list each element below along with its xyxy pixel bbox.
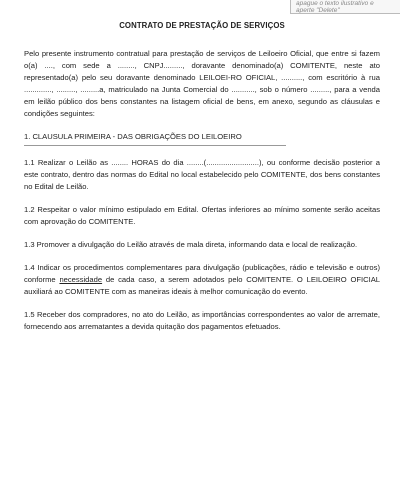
clause-1-2: 1.2 Respeitar o valor mínimo estipulado em Edital. Ofertas inferiores ao mínimo somente serão aceitas com aprovação do COMITENTE. — [24, 205, 380, 226]
intro-paragraph: Pelo presente instrumento contratual para prestação de serviços de Leiloeiro Oficial, que entre si fazem o(a) ...., com sede a ........, CNPJ........., doravante denominado(a) COMITENTE, neste ato representado(a) pelo seu doravante denominado LEILOEI-RO OFICIAL, .........., com escritório à rua ............., ........., .........a, matriculado na Junta Comercial do ..........., sob o número ........., para a venda em leilão público dos bens constantes na listagem oficial de bens, em anexo, segundo as cláusulas e condições seguintes: — [24, 49, 380, 118]
clause-1-5: 1.5 Receber dos compradores, no ato do Leilão, as importâncias correspondentes ao valor de arremate, fornecendo aos arrematantes a devida quitação dos pagamentos efetuados. — [24, 310, 380, 331]
contract-document — [24, 20, 380, 344]
clause-1-1: 1.1 Realizar o Leilão as ........ HORAS do dia ........(.........................), ou conforme decisão posterior a este contrato, dentro das normas do Edital no local estabelecido pelo COMITENTE, dos bens constantes no Edital de Leilão. — [24, 158, 380, 191]
section-heading-clause-1: 1. CLAUSULA PRIMEIRA - DAS OBRIGAÇÕES DO LEILOEIRO — [24, 131, 286, 146]
clause-1-4-underlined-word: necessidade — [59, 275, 103, 284]
contract-title: CONTRATO DE PRESTAÇÃO DE SERVIÇOS — [119, 21, 285, 30]
instruction-note — [290, 0, 400, 14]
clause-1-4-text-a: 1.4 Indicar os procedimentos complementares para divulgação (publicações, rádio e televisão e outros) conforme — [24, 263, 380, 284]
instruction-note-line2: aperte "Delete" — [296, 7, 340, 14]
clause-1-4 — [24, 262, 380, 298]
instruction-note-line1: apague o texto ilustrativo e — [296, 0, 374, 7]
clause-1-4-text-b: de cada caso, a serem adotados pelo COMITENTE. O LEILOEIRO OFICIAL auxiliará ao COMITENTE com as maneiras ideais à melhor comunicação do evento. — [24, 275, 381, 296]
clause-1-3: 1.3 Promover a divulgação do Leilão através de mala direta, informando data e local de realização. — [24, 240, 358, 249]
